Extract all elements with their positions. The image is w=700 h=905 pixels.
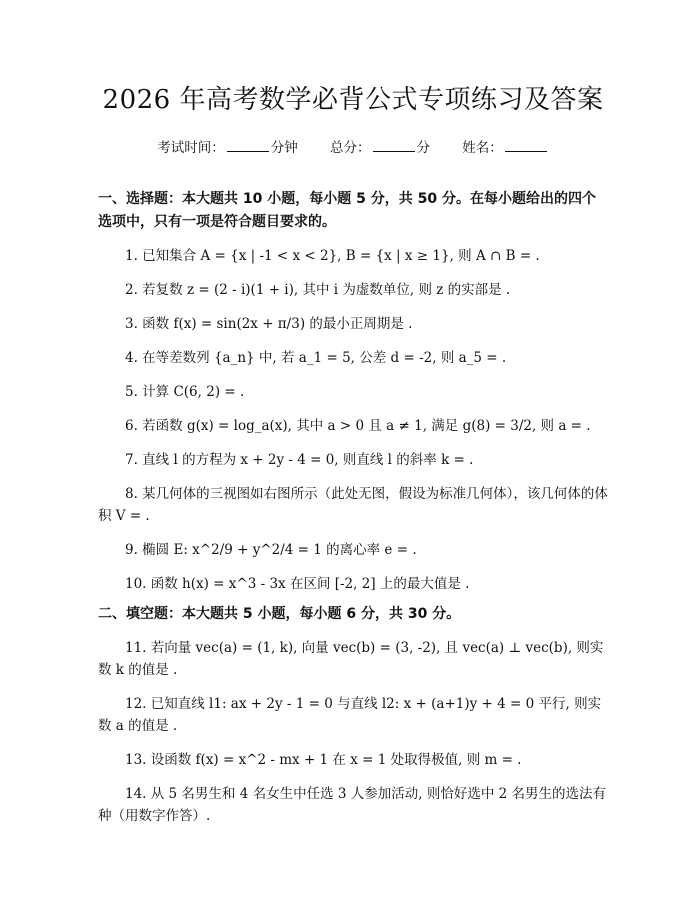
score-label: 总分： <box>330 140 371 156</box>
question-6: 6. 若函数 g(x) = log_a(x), 其中 a > 0 且 a ≠ 1, 满足 g(8) = 3/2, 则 a = . <box>125 418 591 434</box>
time-unit: 分钟 <box>270 140 298 156</box>
question-8: 8. 某几何体的三视图如右图所示（此处无图，假设为标准几何体），该几何体的体积 V = . <box>98 486 608 524</box>
section-heading-fill: 二、填空题：本大题共 5 小题，每小题 6 分，共 30 分。 <box>98 606 461 622</box>
question-12: 12. 已知直线 l1: ax + 2y - 1 = 0 与直线 l2: x + (a+1)y + 4 = 0 平行, 则实数 a 的值是 . <box>98 696 602 734</box>
question-10: 10. 函数 h(x) = x^3 - 3x 在区间 [-2, 2] 上的最大值是 . <box>125 576 470 592</box>
time-label: 考试时间： <box>157 140 225 156</box>
name-field <box>462 138 549 158</box>
question-1: 1. 已知集合 A = {x | -1 < x < 2}, B = {x | x ≥ 1}, 则 A ∩ B = . <box>125 248 540 264</box>
page-title: 2026 年高考数学必背公式专项练习及答案 <box>102 85 604 115</box>
question-4: 4. 在等差数列 {a_n} 中, 若 a_1 = 5, 公差 d = -2, 则 a_5 = . <box>125 350 507 366</box>
time-blank <box>227 139 269 152</box>
question-13: 13. 设函数 f(x) = x^2 - mx + 1 在 x = 1 处取得极值, 则 m = . <box>125 752 522 768</box>
name-label: 姓名： <box>462 140 503 156</box>
question-3: 3. 函数 f(x) = sin(2x + π/3) 的最小正周期是 . <box>125 316 413 332</box>
question-14: 14. 从 5 名男生和 4 名女生中任选 3 人参加活动, 则恰好选中 2 名男生的选法有种（用数字作答）. <box>98 786 607 824</box>
section-heading-choice: 一、选择题：本大题共 10 小题，每小题 5 分，共 50 分。在每小题给出的四个选项中，只有一项是符合题目要求的。 <box>98 191 596 230</box>
question-9: 9. 椭圆 E: x^2/9 + y^2/4 = 1 的离心率 e = . <box>125 542 417 558</box>
score-unit: 分 <box>416 140 430 156</box>
score-field <box>330 138 430 158</box>
name-blank <box>505 139 547 152</box>
score-blank <box>373 139 415 152</box>
question-11: 11. 若向量 vec(a) = (1, k), 向量 vec(b) = (3, -2), 且 vec(a) ⊥ vec(b), 则实数 k 的值是 . <box>98 640 604 678</box>
exam-info-line <box>98 138 608 158</box>
question-5: 5. 计算 C(6, 2) = . <box>125 384 245 400</box>
question-7: 7. 直线 l 的方程为 x + 2y - 4 = 0, 则直线 l 的斜率 k = . <box>125 452 474 468</box>
time-field <box>157 138 298 158</box>
question-2: 2. 若复数 z = (2 - i)(1 + i), 其中 i 为虚数单位, 则 z 的实部是 . <box>125 282 511 298</box>
